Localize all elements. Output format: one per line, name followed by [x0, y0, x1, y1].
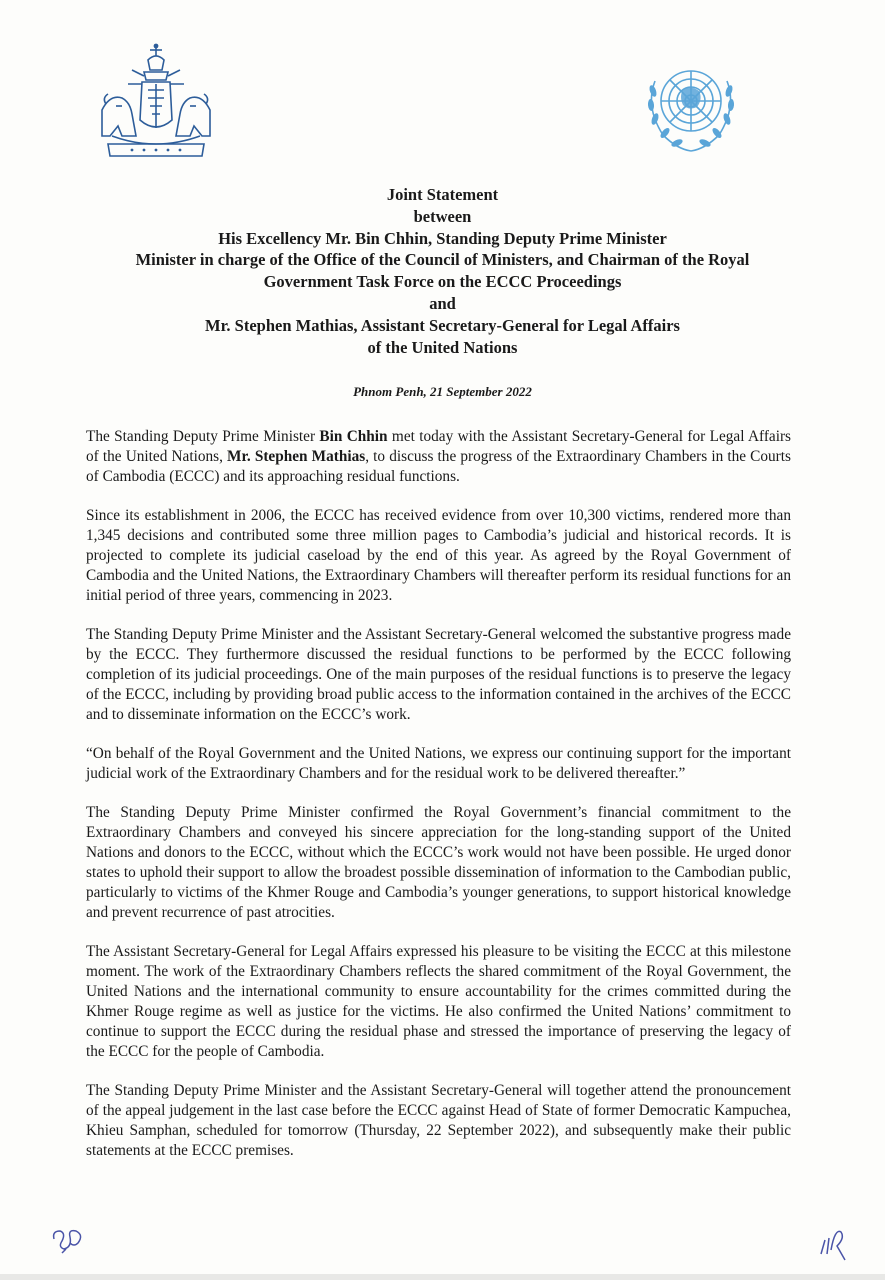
paragraph-1-text-e: , to discuss the progress of the Extraordinary Chambers in the Courts of Cambodia (ECCC) and its approaching residual functions.	[86, 448, 791, 485]
heading-party-1-line-3: Government Task Force on the ECCC Proceedings	[263, 272, 622, 292]
paragraph-1-text-a: The Standing Deputy Prime Minister	[86, 428, 320, 445]
heading-party-1-line-2: Minister in charge of the Office of the Council of Ministers, and Chairman of the Royal	[135, 250, 750, 270]
paragraph-2: Since its establishment in 2006, the ECCC has received evidence from over 10,300 victims, rendered more than 1,345 decisions and contributed some three million pages to Cambodia’s judicial and historical records. It is projected to complete its judicial caseload by the end of this year. As agreed by the Royal Government of Cambodia and the United Nations, the Extraordinary Chambers will thereafter perform its residual functions for an initial period of three years, commencing in 2023.	[86, 507, 791, 604]
heading-party-2-line-1: Mr. Stephen Mathias, Assistant Secretary-General for Legal Affairs	[205, 315, 680, 335]
paragraph-7: The Standing Deputy Prime Minister and the Assistant Secretary-General will together attend the pronouncement of the appeal judgement in the last case before the ECCC against Head of State of former Democratic Kampuchea, Khieu Samphan, scheduled for tomorrow (Thursday, 22 September 2022), and subsequently make their public statements at the ECCC premises.	[86, 1082, 791, 1159]
paragraph-1-name-stephen-mathias: Mr. Stephen Mathias	[227, 448, 366, 465]
paragraph-1-name-bin-chhin: Bin Chhin	[319, 428, 388, 445]
paragraph-6: The Assistant Secretary-General for Legal Affairs expressed his pleasure to be visiting the ECCC at this milestone moment. The work of the Extraordinary Chambers reflects the shared commitment of the Royal Government, the United Nations and the international community to ensure accountability for the crimes committed during the Khmer Rouge regime as well as justice for the victims. He also confirmed the United Nations’ commitment to continue to support the ECCC during the residual phase and stressed the importance of preserving the legacy of the ECCC for the people of Cambodia.	[86, 943, 791, 1060]
paragraph-1-text-c: met today with the Assistant Secretary-General for Legal Affairs of the United Nations,	[86, 428, 792, 465]
initials-signature-left	[48, 1225, 88, 1255]
cambodia-coat-of-arms-icon	[92, 40, 220, 162]
heading-title: Joint Statement	[386, 185, 499, 204]
paragraph-5: The Standing Deputy Prime Minister confirmed the Royal Government’s financial commitment to the Extraordinary Chambers and conveyed his sincere appreciation for the long-standing support of the United Nations and donors to the ECCC, without which the ECCC’s work would not have been possible. He urged donor states to uphold their support to allow the broadest possible dissemination of information to the Cambodian public, particularly to victims of the Khmer Rouge and Cambodia’s younger generations, to support historical knowledge and prevent recurrence of past atrocities.	[86, 804, 791, 921]
paragraph-3: The Standing Deputy Prime Minister and the Assistant Secretary-General welcomed the substantive progress made by the ECCC. They furthermore discussed the residual functions to be performed by the ECCC following completion of its judicial proceedings. One of the main purposes of the residual functions is to preserve the legacy of the ECCC, including by providing broad public access to the information contained in the archives of the ECCC and to disseminate information on the ECCC’s work.	[86, 626, 791, 723]
heading-party-2-line-2: of the United Nations	[367, 337, 518, 357]
page-bottom-edge	[0, 1274, 885, 1280]
paragraph-4-quote: “On behalf of the Royal Government and the United Nations, we express our continuing support for the important judicial work of the Extraordinary Chambers and for the residual work to be delivered thereafter.”	[86, 745, 791, 782]
statement-heading	[60, 184, 825, 358]
heading-between: between	[413, 206, 472, 226]
heading-party-1-line-1: His Excellency Mr. Bin Chhin, Standing Deputy Prime Minister	[218, 228, 667, 248]
united-nations-emblem-icon	[633, 51, 749, 159]
heading-and: and	[429, 293, 456, 313]
paragraph-1	[86, 427, 791, 487]
place-and-date: Phnom Penh, 21 September 2022	[353, 384, 532, 399]
initials-signature-right	[815, 1224, 855, 1264]
statement-body	[86, 427, 791, 1180]
